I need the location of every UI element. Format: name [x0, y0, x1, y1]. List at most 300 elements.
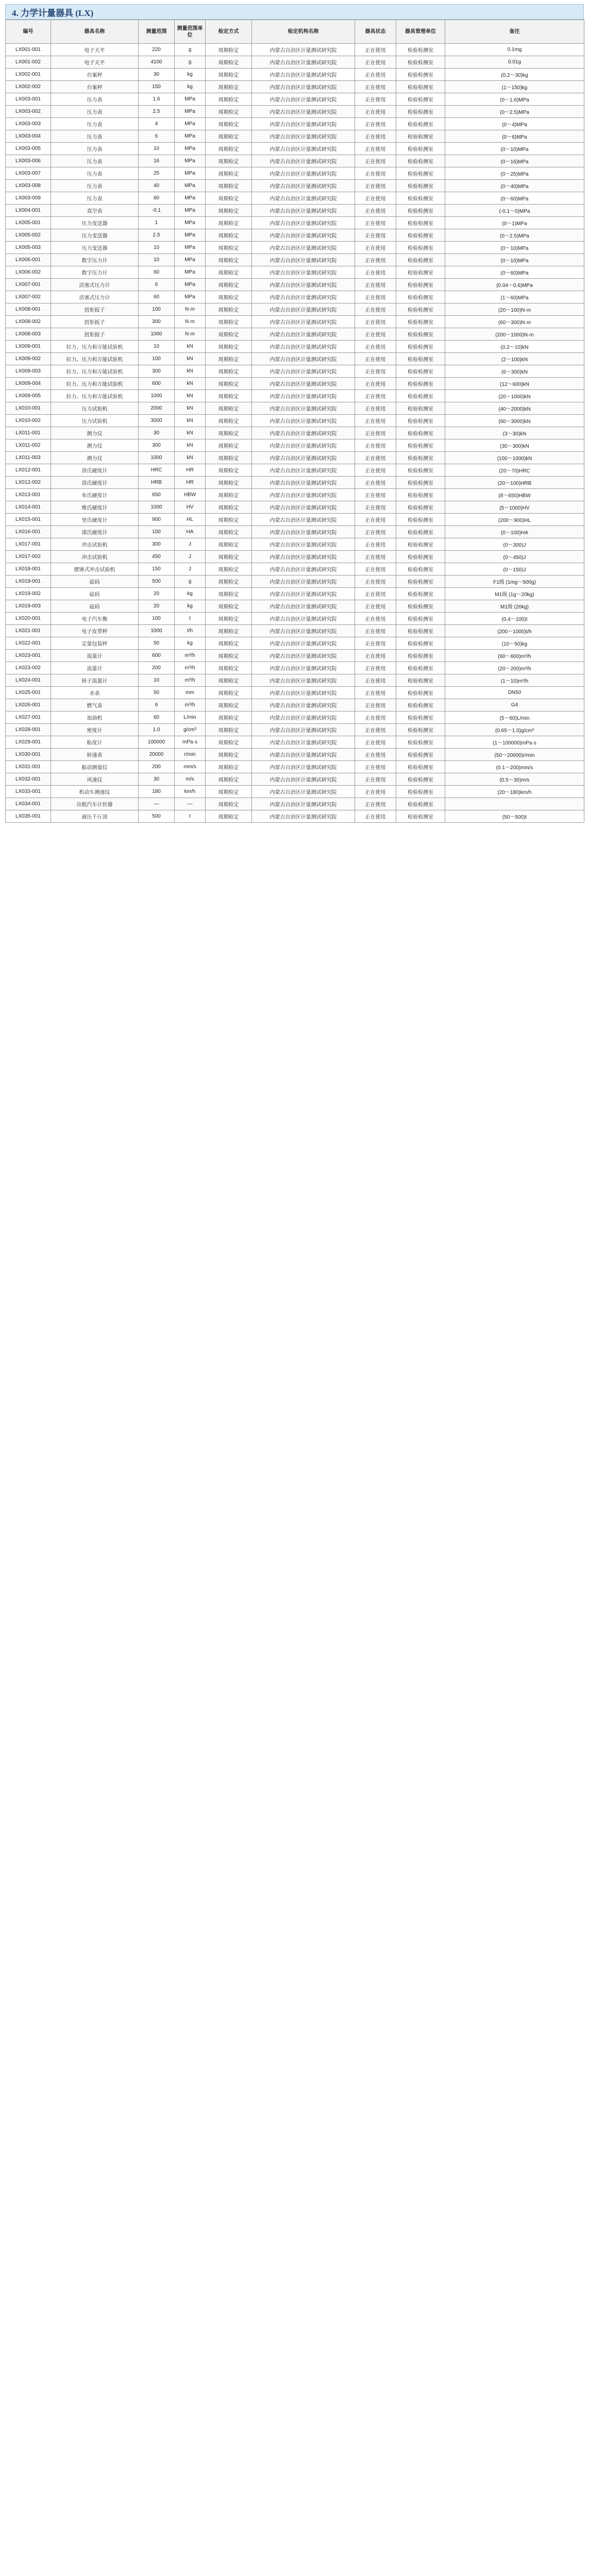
cell-range: 1000 [139, 328, 175, 341]
cell-id: LX030-001 [6, 749, 51, 761]
cell-name: 压力变送器 [51, 242, 139, 254]
cell-method: 周期检定 [206, 56, 252, 69]
column-header: 测量范围单位 [175, 20, 206, 44]
cell-unit: m/s [175, 773, 206, 786]
cell-range: 2000 [139, 402, 175, 415]
cell-status: 正在使用 [355, 501, 396, 514]
cell-unit: m³/h [175, 662, 206, 674]
cell-method: 周期检定 [206, 229, 252, 242]
cell-id: LX012-002 [6, 477, 51, 489]
cell-unit: MPa [175, 279, 206, 291]
cell-institution: 内蒙古自治区计量测试研究院 [252, 798, 355, 810]
table-header-row [6, 20, 584, 44]
table-row [6, 674, 584, 687]
cell-range: 60 [139, 291, 175, 303]
table-row [6, 786, 584, 798]
cell-status: 正在使用 [355, 464, 396, 477]
cell-institution: 内蒙古自治区计量测试研究院 [252, 217, 355, 229]
cell-unit: kN [175, 390, 206, 402]
cell-range: 20 [139, 588, 175, 600]
cell-unit: kN [175, 415, 206, 427]
cell-institution: 内蒙古自治区计量测试研究院 [252, 724, 355, 736]
cell-name: 砝码 [51, 588, 139, 600]
cell-id: LX027-001 [6, 711, 51, 724]
cell-manage-unit: 检验检测室 [396, 786, 445, 798]
table-row [6, 761, 584, 773]
cell-unit: MPa [175, 143, 206, 155]
table-row [6, 341, 584, 353]
cell-manage-unit: 检验检测室 [396, 130, 445, 143]
cell-manage-unit: 检验检测室 [396, 439, 445, 452]
cell-status: 正在使用 [355, 489, 396, 501]
column-header: 检定方式 [206, 20, 252, 44]
cell-institution: 内蒙古自治区计量测试研究院 [252, 575, 355, 588]
cell-unit: kN [175, 402, 206, 415]
cell-id: LX011-001 [6, 427, 51, 439]
table-row [6, 439, 584, 452]
cell-institution: 内蒙古自治区计量测试研究院 [252, 711, 355, 724]
cell-note: (20～100)N·m [445, 303, 584, 316]
cell-unit: m³/h [175, 699, 206, 711]
cell-manage-unit: 检验检测室 [396, 254, 445, 266]
cell-manage-unit: 检验检测室 [396, 551, 445, 563]
cell-institution: 内蒙古自治区计量测试研究院 [252, 551, 355, 563]
cell-institution: 内蒙古自治区计量测试研究院 [252, 155, 355, 167]
cell-note: F1级 (1mg～500g) [445, 575, 584, 588]
cell-status: 正在使用 [355, 724, 396, 736]
cell-name: 活塞式压力计 [51, 291, 139, 303]
page [0, 0, 589, 823]
cell-status: 正在使用 [355, 588, 396, 600]
cell-id: LX017-002 [6, 551, 51, 563]
cell-id: LX003-002 [6, 106, 51, 118]
table-row [6, 118, 584, 130]
cell-institution: 内蒙古自治区计量测试研究院 [252, 143, 355, 155]
cell-id: LX001-002 [6, 56, 51, 69]
table-row [6, 365, 584, 378]
table-row [6, 167, 584, 180]
cell-note: (0～300)J [445, 538, 584, 551]
cell-institution: 内蒙古自治区计量测试研究院 [252, 687, 355, 699]
cell-manage-unit: 检验检测室 [396, 588, 445, 600]
cell-institution: 内蒙古自治区计量测试研究院 [252, 662, 355, 674]
cell-note: (5～1000)HV [445, 501, 584, 514]
cell-unit: MPa [175, 291, 206, 303]
cell-name: 出租汽车计价器 [51, 798, 139, 810]
cell-note: (8～650)HBW [445, 489, 584, 501]
cell-note: (0～25)MPa [445, 167, 584, 180]
cell-institution: 内蒙古自治区计量测试研究院 [252, 761, 355, 773]
cell-id: LX008-003 [6, 328, 51, 341]
cell-id: LX034-001 [6, 798, 51, 810]
cell-name: 拉力、压力和万能试验机 [51, 365, 139, 378]
cell-method: 周期检定 [206, 613, 252, 625]
cell-status: 正在使用 [355, 625, 396, 637]
cell-institution: 内蒙古自治区计量测试研究院 [252, 773, 355, 786]
cell-manage-unit: 检验检测室 [396, 328, 445, 341]
cell-name: 数字压力计 [51, 266, 139, 279]
cell-note: (1～100000)mPa·s [445, 736, 584, 749]
cell-name: 水表 [51, 687, 139, 699]
cell-method: 周期检定 [206, 773, 252, 786]
table-row [6, 613, 584, 625]
cell-status: 正在使用 [355, 773, 396, 786]
cell-name: 测力仪 [51, 452, 139, 464]
cell-range: 50 [139, 687, 175, 699]
cell-note: (0～1)MPa [445, 217, 584, 229]
cell-status: 正在使用 [355, 761, 396, 773]
cell-note: (0～10)MPa [445, 242, 584, 254]
cell-unit: kg [175, 69, 206, 81]
cell-unit: t [175, 613, 206, 625]
cell-range: 10 [139, 143, 175, 155]
table-row [6, 575, 584, 588]
cell-institution: 内蒙古自治区计量测试研究院 [252, 69, 355, 81]
cell-method: 周期检定 [206, 242, 252, 254]
cell-unit: km/h [175, 786, 206, 798]
cell-note: (0～4)MPa [445, 118, 584, 130]
cell-id: LX007-002 [6, 291, 51, 303]
cell-id: LX009-001 [6, 341, 51, 353]
cell-name: 转子流量计 [51, 674, 139, 687]
cell-unit: MPa [175, 242, 206, 254]
cell-range: 1000 [139, 452, 175, 464]
cell-id: LX032-001 [6, 773, 51, 786]
cell-institution: 内蒙古自治区计量测试研究院 [252, 242, 355, 254]
table-row [6, 353, 584, 365]
cell-manage-unit: 检验检测室 [396, 205, 445, 217]
cell-institution: 内蒙古自治区计量测试研究院 [252, 106, 355, 118]
cell-note: (40～2000)kN [445, 402, 584, 415]
cell-status: 正在使用 [355, 526, 396, 538]
cell-institution: 内蒙古自治区计量测试研究院 [252, 514, 355, 526]
cell-manage-unit: 检验检测室 [396, 118, 445, 130]
cell-manage-unit: 检验检测室 [396, 711, 445, 724]
table-row [6, 526, 584, 538]
cell-manage-unit: 检验检测室 [396, 674, 445, 687]
cell-id: LX029-001 [6, 736, 51, 749]
instrument-table [5, 20, 584, 823]
cell-status: 正在使用 [355, 650, 396, 662]
cell-method: 周期检定 [206, 625, 252, 637]
cell-status: 正在使用 [355, 217, 396, 229]
cell-institution: 内蒙古自治区计量测试研究院 [252, 477, 355, 489]
cell-name: 洛氏硬度计 [51, 477, 139, 489]
cell-method: 周期检定 [206, 699, 252, 711]
cell-range: 4 [139, 118, 175, 130]
table-row [6, 427, 584, 439]
cell-status: 正在使用 [355, 328, 396, 341]
cell-method: 周期检定 [206, 563, 252, 575]
cell-status: 正在使用 [355, 81, 396, 93]
cell-unit: kg [175, 588, 206, 600]
cell-note: (0.5～30)m/s [445, 773, 584, 786]
cell-range: 2.5 [139, 106, 175, 118]
cell-note: (0～10)MPa [445, 254, 584, 266]
cell-status: 正在使用 [355, 662, 396, 674]
cell-range: 1.6 [139, 93, 175, 106]
cell-note: (200～1000)N·m [445, 328, 584, 341]
cell-name: 摆锤式冲击试验机 [51, 563, 139, 575]
cell-note: (0～60)MPa [445, 192, 584, 205]
cell-status: 正在使用 [355, 538, 396, 551]
cell-manage-unit: 检验检测室 [396, 56, 445, 69]
cell-id: LX005-002 [6, 229, 51, 242]
cell-status: 正在使用 [355, 341, 396, 353]
cell-manage-unit: 检验检测室 [396, 415, 445, 427]
table-row [6, 600, 584, 613]
cell-name: 压力变送器 [51, 229, 139, 242]
cell-unit: g [175, 56, 206, 69]
cell-manage-unit: 检验检测室 [396, 402, 445, 415]
cell-range: 300 [139, 316, 175, 328]
cell-note: (0.65～1.0)g/cm³ [445, 724, 584, 736]
cell-method: 周期检定 [206, 192, 252, 205]
cell-institution: 内蒙古自治区计量测试研究院 [252, 563, 355, 575]
cell-range: 500 [139, 810, 175, 823]
cell-range: 200 [139, 662, 175, 674]
cell-manage-unit: 检验检测室 [396, 489, 445, 501]
cell-status: 正在使用 [355, 390, 396, 402]
cell-institution: 内蒙古自治区计量测试研究院 [252, 341, 355, 353]
cell-name: 里氏硬度计 [51, 514, 139, 526]
cell-unit: kg [175, 600, 206, 613]
cell-range: 10 [139, 254, 175, 266]
cell-name: 压力表 [51, 93, 139, 106]
table-row [6, 798, 584, 810]
cell-unit: kN [175, 353, 206, 365]
cell-name: 压力试验机 [51, 415, 139, 427]
cell-range: HRB [139, 477, 175, 489]
cell-institution: 内蒙古自治区计量测试研究院 [252, 637, 355, 650]
cell-range: 3000 [139, 415, 175, 427]
cell-note: M1级 (1g～20kg) [445, 588, 584, 600]
cell-status: 正在使用 [355, 242, 396, 254]
cell-range: 1 [139, 217, 175, 229]
cell-unit: kN [175, 452, 206, 464]
cell-name: 测力仪 [51, 427, 139, 439]
cell-id: LX022-001 [6, 637, 51, 650]
cell-method: 周期检定 [206, 291, 252, 303]
cell-unit: m³/h [175, 650, 206, 662]
cell-note: (60～600)m³/h [445, 650, 584, 662]
cell-status: 正在使用 [355, 378, 396, 390]
column-header: 器具状态 [355, 20, 396, 44]
table-row [6, 650, 584, 662]
cell-name: 转速表 [51, 749, 139, 761]
cell-note: (0.4～100)t [445, 613, 584, 625]
cell-range: 30 [139, 69, 175, 81]
cell-manage-unit: 检验检测室 [396, 303, 445, 316]
table-row [6, 303, 584, 316]
cell-institution: 内蒙古自治区计量测试研究院 [252, 538, 355, 551]
cell-status: 正在使用 [355, 266, 396, 279]
table-row [6, 106, 584, 118]
cell-method: 周期检定 [206, 205, 252, 217]
table-row [6, 242, 584, 254]
cell-id: LX003-001 [6, 93, 51, 106]
cell-method: 周期检定 [206, 217, 252, 229]
cell-status: 正在使用 [355, 711, 396, 724]
cell-range: 900 [139, 514, 175, 526]
cell-manage-unit: 检验检测室 [396, 662, 445, 674]
cell-id: LX010-001 [6, 402, 51, 415]
cell-name: 密度计 [51, 724, 139, 736]
cell-name: 数字压力计 [51, 254, 139, 266]
cell-id: LX019-001 [6, 575, 51, 588]
cell-institution: 内蒙古自治区计量测试研究院 [252, 786, 355, 798]
cell-name: 压力表 [51, 167, 139, 180]
cell-institution: 内蒙古自治区计量测试研究院 [252, 81, 355, 93]
cell-name: 压力表 [51, 192, 139, 205]
cell-name: 流量计 [51, 662, 139, 674]
cell-manage-unit: 检验检测室 [396, 217, 445, 229]
cell-range: 6 [139, 279, 175, 291]
cell-range: 150 [139, 81, 175, 93]
table-row [6, 390, 584, 402]
cell-range: 1000 [139, 501, 175, 514]
cell-note: (50～500)t [445, 810, 584, 823]
cell-range: 100 [139, 353, 175, 365]
cell-name: 压力表 [51, 130, 139, 143]
cell-range: 30 [139, 427, 175, 439]
cell-manage-unit: 检验检测室 [396, 44, 445, 56]
cell-institution: 内蒙古自治区计量测试研究院 [252, 44, 355, 56]
table-row [6, 749, 584, 761]
cell-unit: r/min [175, 749, 206, 761]
cell-note: (3～30)kN [445, 427, 584, 439]
cell-method: 周期检定 [206, 254, 252, 266]
cell-manage-unit: 检验检测室 [396, 724, 445, 736]
cell-name: 机动车测速仪 [51, 786, 139, 798]
cell-method: 周期检定 [206, 600, 252, 613]
cell-unit: HBW [175, 489, 206, 501]
cell-method: 周期检定 [206, 69, 252, 81]
table-row [6, 501, 584, 514]
cell-note: (0～2.5)MPa [445, 106, 584, 118]
cell-name: 压力表 [51, 106, 139, 118]
cell-id: LX003-009 [6, 192, 51, 205]
cell-id: LX003-008 [6, 180, 51, 192]
cell-manage-unit: 检验检测室 [396, 563, 445, 575]
cell-id: LX023-001 [6, 650, 51, 662]
cell-unit: m³/h [175, 674, 206, 687]
cell-id: LX026-001 [6, 699, 51, 711]
cell-unit: kg [175, 81, 206, 93]
cell-method: 周期检定 [206, 501, 252, 514]
cell-note: DN50 [445, 687, 584, 699]
cell-note: (5～60)L/min [445, 711, 584, 724]
cell-note: (0～100)HA [445, 526, 584, 538]
cell-range: 1.0 [139, 724, 175, 736]
cell-note: (100～1000)kN [445, 452, 584, 464]
cell-name: 维氏硬度计 [51, 501, 139, 514]
cell-range: 40 [139, 180, 175, 192]
cell-id: LX025-001 [6, 687, 51, 699]
cell-range: 100000 [139, 736, 175, 749]
cell-manage-unit: 检验检测室 [396, 464, 445, 477]
cell-institution: 内蒙古自治区计量测试研究院 [252, 810, 355, 823]
cell-unit: t/h [175, 625, 206, 637]
cell-name: 风速仪 [51, 773, 139, 786]
cell-name: 压力表 [51, 118, 139, 130]
cell-institution: 内蒙古自治区计量测试研究院 [252, 254, 355, 266]
cell-id: LX013-001 [6, 489, 51, 501]
cell-status: 正在使用 [355, 736, 396, 749]
cell-manage-unit: 检验检测室 [396, 699, 445, 711]
cell-unit: N·m [175, 328, 206, 341]
table-row [6, 254, 584, 266]
cell-method: 周期检定 [206, 106, 252, 118]
table-row [6, 130, 584, 143]
cell-range: 25 [139, 167, 175, 180]
cell-name: 真空表 [51, 205, 139, 217]
cell-status: 正在使用 [355, 575, 396, 588]
cell-id: LX003-006 [6, 155, 51, 167]
cell-manage-unit: 检验检测室 [396, 501, 445, 514]
cell-method: 周期检定 [206, 551, 252, 563]
cell-manage-unit: 检验检测室 [396, 749, 445, 761]
table-row [6, 489, 584, 501]
cell-id: LX002-002 [6, 81, 51, 93]
cell-institution: 内蒙古自治区计量测试研究院 [252, 749, 355, 761]
cell-range: 60 [139, 192, 175, 205]
table-row [6, 180, 584, 192]
cell-institution: 内蒙古自治区计量测试研究院 [252, 353, 355, 365]
cell-status: 正在使用 [355, 254, 396, 266]
cell-range: 1000 [139, 625, 175, 637]
cell-note: (0～1.6)MPa [445, 93, 584, 106]
cell-note: (30～300)kN [445, 439, 584, 452]
cell-note: (-0.1～0)MPa [445, 205, 584, 217]
table-row [6, 711, 584, 724]
cell-manage-unit: 检验检测室 [396, 798, 445, 810]
cell-method: 周期检定 [206, 538, 252, 551]
cell-range: 600 [139, 650, 175, 662]
cell-id: LX033-001 [6, 786, 51, 798]
cell-name: 振动测量仪 [51, 761, 139, 773]
cell-status: 正在使用 [355, 69, 396, 81]
cell-institution: 内蒙古自治区计量测试研究院 [252, 229, 355, 242]
cell-range: HRC [139, 464, 175, 477]
cell-manage-unit: 检验检测室 [396, 378, 445, 390]
cell-id: LX011-002 [6, 439, 51, 452]
cell-manage-unit: 检验检测室 [396, 736, 445, 749]
table-row [6, 736, 584, 749]
table-row [6, 687, 584, 699]
cell-method: 周期检定 [206, 798, 252, 810]
cell-name: 冲击试验机 [51, 538, 139, 551]
cell-institution: 内蒙古自治区计量测试研究院 [252, 439, 355, 452]
cell-method: 周期检定 [206, 588, 252, 600]
cell-method: 周期检定 [206, 118, 252, 130]
cell-name: 冲击试验机 [51, 551, 139, 563]
cell-id: LX003-007 [6, 167, 51, 180]
cell-id: LX019-002 [6, 588, 51, 600]
cell-manage-unit: 检验检测室 [396, 650, 445, 662]
cell-range: 100 [139, 613, 175, 625]
cell-id: LX028-001 [6, 724, 51, 736]
cell-method: 周期检定 [206, 761, 252, 773]
cell-status: 正在使用 [355, 229, 396, 242]
cell-institution: 内蒙古自治区计量测试研究院 [252, 205, 355, 217]
cell-status: 正在使用 [355, 291, 396, 303]
table-row [6, 464, 584, 477]
cell-manage-unit: 检验检测室 [396, 773, 445, 786]
cell-method: 周期检定 [206, 452, 252, 464]
table-row [6, 588, 584, 600]
cell-name: 加油机 [51, 711, 139, 724]
